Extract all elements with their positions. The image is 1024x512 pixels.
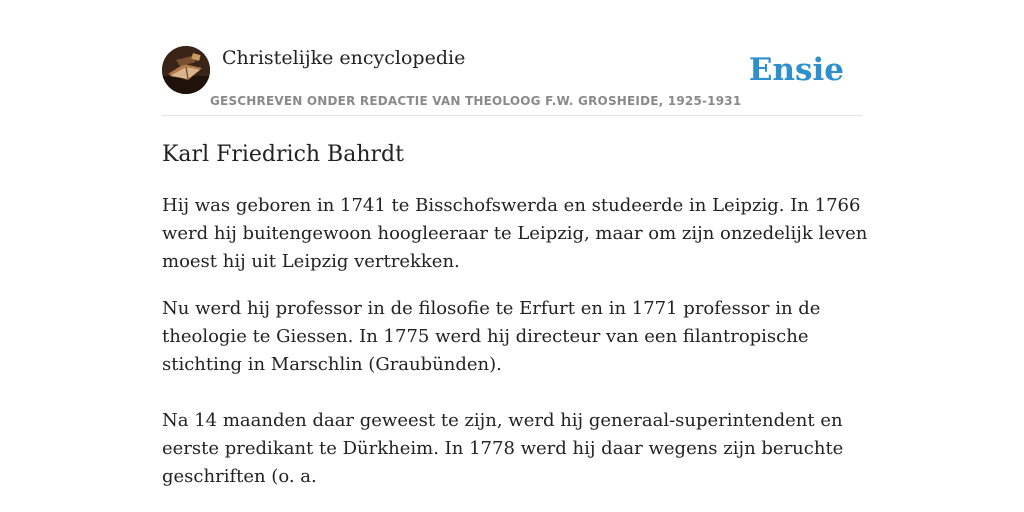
article-paragraph: Hij was geboren in 1741 te Bisschofswerda en studeerde in Leipzig. In 1766 werd hij buitengewoon hoogleeraar te Leipzig, maar om zijn onzedelijk leven moest hij uit Leipzig vertrekken.: [162, 195, 868, 272]
article-paragraph: Na 14 maanden daar geweest te zijn, werd hij generaal-superintendent en eerste predikant te Dürkheim. In 1778 werd hij daar wegens zijn beruchte geschriften (o. a.: [162, 410, 844, 487]
site-title[interactable]: Christelijke encyclopedie: [222, 47, 466, 69]
book-avatar-icon[interactable]: [162, 46, 210, 94]
article-paragraph: Nu werd hij professor in de filosofie te Erfurt en in 1771 professor in de theologie te Giessen. In 1775 werd hij directeur van een filantropische stichting in Marschlin (Graubünden).: [162, 298, 821, 375]
header-divider: [162, 115, 862, 116]
article-title: Karl Friedrich Bahrdt: [162, 142, 404, 167]
article: [162, 140, 868, 491]
site-header: [162, 46, 862, 116]
site-subtitle: GESCHREVEN ONDER REDACTIE VAN THEOLOOG F.W. GROSHEIDE, 1925-1931: [210, 94, 742, 108]
brand-logo[interactable]: Ensie: [748, 52, 844, 88]
